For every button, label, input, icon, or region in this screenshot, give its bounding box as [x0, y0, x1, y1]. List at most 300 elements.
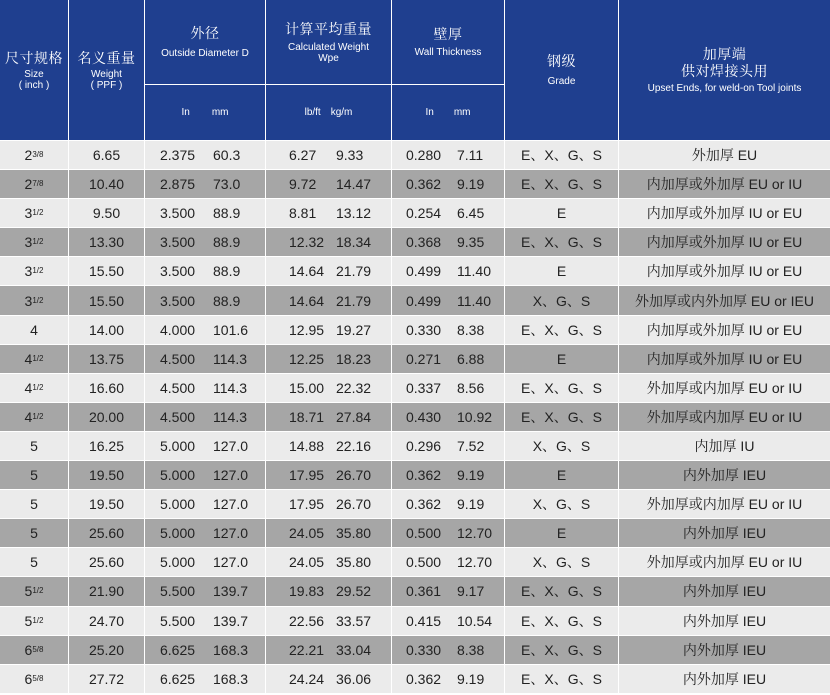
- grade-cell: E、X、G、S: [521, 176, 602, 193]
- table-row: [0, 490, 830, 519]
- size-whole: 5: [30, 467, 38, 484]
- table-row: [0, 141, 830, 170]
- od-in-cell: 4.500: [160, 408, 196, 425]
- header-calc-wpe: Wpe: [318, 52, 339, 64]
- wt-mm-cell: 7.11: [457, 147, 484, 164]
- wt-in-cell: 0.362: [406, 496, 442, 513]
- lbft-cell: 17.95: [289, 467, 325, 484]
- header-calc: [266, 0, 391, 84]
- upset-cell: 内外加厚 IEU: [682, 641, 767, 658]
- od-in-cell: 3.500: [160, 292, 196, 309]
- wt-mm-cell: 7.52: [457, 437, 485, 454]
- column-divider: [265, 286, 266, 314]
- header-wall-en: Wall Thickness: [414, 47, 482, 58]
- weight-cell: 25.60: [88, 525, 125, 542]
- size-cell: 4 1/2: [24, 379, 44, 396]
- wt-in-cell: 0.362: [406, 670, 442, 687]
- kgm-cell: 36.06: [336, 670, 372, 687]
- od-mm-cell: 168.3: [213, 670, 249, 687]
- column-divider: [144, 316, 145, 344]
- upset-cell: 内加厚或外加厚 IU or EU: [646, 321, 803, 338]
- column-divider: [144, 519, 145, 547]
- weight-cell: 15.50: [88, 263, 125, 280]
- od-mm-cell: 127.0: [213, 437, 249, 454]
- kgm-cell: 22.16: [336, 437, 372, 454]
- od-in-cell: 5.000: [160, 496, 196, 513]
- wt-mm-cell: 10.54: [457, 612, 493, 629]
- upset-cell: 内外加厚 IEU: [682, 525, 767, 542]
- lbft-cell: 14.64: [289, 292, 325, 309]
- od-mm-cell: 101.6: [213, 321, 249, 338]
- wt-in-cell: 0.330: [406, 321, 442, 338]
- lbft-cell: 15.00: [289, 379, 325, 396]
- column-divider: [265, 316, 266, 344]
- weight-cell: 20.00: [88, 408, 125, 425]
- upset-cell: 内加厚或外加厚 IU or EU: [646, 234, 803, 251]
- column-divider: [391, 345, 392, 373]
- upset-cell: 内外加厚 IEU: [682, 467, 767, 484]
- column-divider: [391, 548, 392, 576]
- column-divider: [144, 286, 145, 314]
- od-in-cell: 3.500: [160, 263, 196, 280]
- table-row: [0, 665, 830, 694]
- header-weight: [69, 0, 144, 140]
- size-whole: 6: [24, 670, 33, 687]
- grade-cell: E: [556, 467, 567, 484]
- grade-cell: X、G、S: [532, 437, 591, 454]
- header-weight-en: Weight: [91, 68, 122, 80]
- column-divider: [391, 228, 392, 256]
- size-whole: 2: [24, 147, 33, 164]
- kgm-cell: 35.80: [336, 554, 372, 571]
- lbft-cell: 14.64: [289, 263, 325, 280]
- kgm-cell: 13.12: [336, 205, 372, 222]
- size-cell: [0, 461, 68, 489]
- wt-mm-cell: 8.38: [457, 321, 485, 338]
- grade-cell: E、X、G、S: [521, 234, 602, 251]
- weight-cell: 25.60: [88, 554, 125, 571]
- header-wall-unit-in: In: [425, 107, 434, 118]
- column-divider: [265, 665, 266, 693]
- grade-cell: E、X、G、S: [521, 670, 602, 687]
- header-calc-unit-lbft: lb/ft: [304, 107, 321, 118]
- size-cell: 3 1/2: [24, 263, 44, 280]
- column-divider: [265, 228, 266, 256]
- wt-mm-cell: 8.56: [457, 379, 485, 396]
- upset-cell: 外加厚或内加厚 EU or IU: [646, 379, 803, 396]
- column-divider: [265, 607, 266, 635]
- header-od: [145, 0, 265, 84]
- weight-cell: 16.25: [88, 437, 125, 454]
- od-mm-cell: 114.3: [213, 408, 247, 425]
- size-cell: 3 1/2: [24, 292, 44, 309]
- upset-cell: 外加厚或内加厚 EU or IU: [646, 496, 803, 513]
- od-in-cell: 6.625: [160, 641, 196, 658]
- od-mm-cell: 88.9: [213, 292, 241, 309]
- od-in-cell: 5.500: [160, 612, 196, 629]
- weight-cell: 6.65: [92, 147, 121, 164]
- lbft-cell: 6.27: [289, 147, 317, 164]
- size-whole: 6: [24, 641, 33, 658]
- table-row: [0, 577, 830, 606]
- header-size-zh: 尺寸规格: [5, 49, 63, 66]
- table-row: [0, 548, 830, 577]
- weight-cell: 19.50: [88, 467, 125, 484]
- grade-cell: E: [556, 350, 567, 367]
- column-divider: [144, 374, 145, 402]
- od-in-cell: 5.000: [160, 554, 196, 571]
- od-mm-cell: 168.3: [213, 641, 249, 658]
- size-cell: [0, 548, 68, 576]
- lbft-cell: 9.72: [289, 176, 317, 193]
- grade-cell: E: [556, 525, 567, 542]
- kgm-cell: 18.23: [336, 350, 372, 367]
- column-divider: [144, 636, 145, 664]
- od-in-cell: 3.500: [160, 234, 196, 251]
- column-divider: [265, 141, 266, 169]
- column-divider: [391, 316, 392, 344]
- column-divider: [265, 432, 266, 460]
- column-divider: [265, 170, 266, 198]
- weight-cell: 13.75: [88, 350, 125, 367]
- od-mm-cell: 88.9: [213, 234, 241, 251]
- table-row: [0, 345, 830, 374]
- kgm-cell: 29.52: [336, 583, 372, 600]
- upset-cell: 外加厚 EU: [691, 147, 758, 164]
- header-wall-unit-mm: mm: [453, 107, 471, 118]
- upset-cell: 外加厚或内加厚 EU or IU: [646, 554, 803, 571]
- size-cell: [0, 519, 68, 547]
- upset-cell: 内加厚或外加厚 EU or IU: [646, 176, 803, 193]
- header-size: [0, 0, 68, 140]
- table-row: [0, 199, 830, 228]
- header-calc-unit-kgm: kg/m: [330, 107, 353, 118]
- lbft-cell: 18.71: [289, 408, 325, 425]
- upset-cell: 内加厚 IU: [694, 437, 755, 454]
- weight-cell: 13.30: [88, 234, 125, 251]
- od-mm-cell: 127.0: [213, 554, 249, 571]
- od-in-cell: 5.000: [160, 467, 196, 484]
- size-whole: 5: [30, 496, 38, 513]
- grade-cell: E、X、G、S: [521, 379, 602, 396]
- header-od-en: Outside Diameter D: [161, 48, 249, 59]
- table-row: [0, 374, 830, 403]
- column-divider: [144, 665, 145, 693]
- column-divider: [144, 199, 145, 227]
- table-row: [0, 170, 830, 199]
- header-wall-units: [392, 85, 504, 140]
- column-divider: [391, 257, 392, 285]
- size-cell: 6 5/8: [24, 641, 44, 658]
- column-divider: [144, 228, 145, 256]
- weight-cell: 16.60: [88, 379, 125, 396]
- od-mm-cell: 127.0: [213, 467, 249, 484]
- od-mm-cell: 139.7: [213, 612, 249, 629]
- column-divider: [144, 141, 145, 169]
- column-divider: [391, 607, 392, 635]
- od-mm-cell: 73.0: [213, 176, 241, 193]
- od-in-cell: 2.375: [160, 147, 196, 164]
- wt-mm-cell: 9.35: [457, 234, 485, 251]
- table-row: [0, 607, 830, 636]
- table-row: [0, 403, 830, 432]
- column-divider: [144, 170, 145, 198]
- kgm-cell: 26.70: [336, 467, 372, 484]
- wt-in-cell: 0.296: [406, 437, 442, 454]
- lbft-cell: 12.25: [289, 350, 325, 367]
- wt-in-cell: 0.500: [406, 525, 442, 542]
- od-mm-cell: 88.9: [213, 263, 241, 280]
- od-in-cell: 3.500: [160, 205, 196, 222]
- column-divider: [144, 577, 145, 605]
- header-upset-en: Upset Ends, for weld-on Tool joints: [647, 83, 802, 94]
- lbft-cell: 12.32: [289, 234, 325, 251]
- od-in-cell: 4.500: [160, 350, 196, 367]
- size-cell: 5 1/2: [24, 612, 44, 629]
- kgm-cell: 33.57: [336, 612, 372, 629]
- size-whole: 5: [30, 554, 38, 571]
- header-od-units: [145, 85, 265, 140]
- header-wall: [392, 0, 504, 84]
- table-row: [0, 286, 830, 315]
- size-whole: 5: [30, 525, 38, 542]
- size-whole: 3: [24, 205, 33, 222]
- wt-in-cell: 0.362: [406, 176, 442, 193]
- table-row: [0, 257, 830, 286]
- grade-cell: E: [556, 263, 567, 280]
- column-divider: [144, 403, 145, 431]
- column-divider: [391, 490, 392, 518]
- size-whole: 5: [24, 612, 33, 629]
- table-row: [0, 519, 830, 548]
- od-mm-cell: 60.3: [213, 147, 241, 164]
- column-divider: [391, 170, 392, 198]
- size-cell: [0, 490, 68, 518]
- upset-cell: 内加厚或外加厚 IU or EU: [646, 205, 803, 222]
- grade-cell: X、G、S: [532, 496, 591, 513]
- column-divider: [391, 432, 392, 460]
- column-divider: [391, 286, 392, 314]
- wt-mm-cell: 6.45: [457, 205, 485, 222]
- lbft-cell: 22.21: [289, 641, 325, 658]
- header-grade-zh: 钢级: [547, 53, 576, 69]
- od-mm-cell: 139.7: [213, 583, 249, 600]
- kgm-cell: 27.84: [336, 408, 372, 425]
- size-cell: 3 1/2: [24, 234, 44, 251]
- wt-mm-cell: 11.40: [457, 292, 491, 309]
- wt-mm-cell: 12.70: [457, 525, 493, 542]
- column-divider: [144, 548, 145, 576]
- column-divider: [265, 490, 266, 518]
- column-divider: [265, 577, 266, 605]
- kgm-cell: 21.79: [336, 263, 372, 280]
- od-in-cell: 4.000: [160, 321, 196, 338]
- lbft-cell: 8.81: [289, 205, 317, 222]
- od-in-cell: 5.000: [160, 525, 196, 542]
- size-cell: 4 1/2: [24, 350, 44, 367]
- wt-mm-cell: 11.40: [457, 263, 491, 280]
- size-whole: 5: [30, 437, 38, 454]
- header-upset-zh1: 加厚端: [702, 46, 747, 62]
- kgm-cell: 35.80: [336, 525, 372, 542]
- wt-mm-cell: 9.19: [457, 467, 485, 484]
- wt-mm-cell: 8.38: [457, 641, 485, 658]
- column-divider: [391, 403, 392, 431]
- wt-mm-cell: 6.88: [457, 350, 485, 367]
- wt-in-cell: 0.271: [406, 350, 442, 367]
- od-mm-cell: 88.9: [213, 205, 241, 222]
- od-mm-cell: 114.3: [213, 379, 247, 396]
- wt-in-cell: 0.254: [406, 205, 442, 222]
- header-weight-unit: ( PPF ): [90, 79, 123, 91]
- upset-cell: 内加厚或外加厚 IU or EU: [646, 263, 803, 280]
- wt-in-cell: 0.361: [406, 583, 442, 600]
- od-in-cell: 5.500: [160, 583, 196, 600]
- size-whole: 3: [24, 292, 33, 309]
- size-whole: 3: [24, 234, 33, 251]
- kgm-cell: 9.33: [336, 147, 364, 164]
- od-mm-cell: 114.3: [213, 350, 247, 367]
- column-divider: [391, 374, 392, 402]
- size-whole: 4: [24, 350, 33, 367]
- wt-mm-cell: 9.17: [457, 583, 485, 600]
- size-cell: 6 5/8: [24, 670, 44, 687]
- wt-in-cell: 0.430: [406, 408, 442, 425]
- wt-in-cell: 0.368: [406, 234, 442, 251]
- column-divider: [265, 636, 266, 664]
- column-divider: [144, 490, 145, 518]
- grade-cell: E、X、G、S: [521, 583, 602, 600]
- table-row: [0, 228, 830, 257]
- column-divider: [391, 636, 392, 664]
- upset-cell: 内外加厚 IEU: [682, 612, 767, 629]
- grade-cell: E、X、G、S: [521, 612, 602, 629]
- upset-cell: 内加厚或外加厚 IU or EU: [646, 350, 803, 367]
- size-cell: 3 1/2: [24, 205, 44, 222]
- wt-in-cell: 0.330: [406, 641, 442, 658]
- column-divider: [265, 403, 266, 431]
- table-header: [0, 0, 830, 140]
- column-divider: [265, 548, 266, 576]
- header-calc-zh: 计算平均重量: [285, 20, 372, 37]
- wt-mm-cell: 12.70: [457, 554, 493, 571]
- wt-mm-cell: 9.19: [457, 496, 485, 513]
- kgm-cell: 14.47: [336, 176, 372, 193]
- upset-cell: 外加厚或内加厚 EU or IU: [646, 408, 803, 425]
- lbft-cell: 24.24: [289, 670, 325, 687]
- column-divider: [391, 665, 392, 693]
- size-whole: 2: [24, 176, 33, 193]
- od-in-cell: 2.875: [160, 176, 196, 193]
- column-divider: [265, 345, 266, 373]
- size-cell: 2 7/8: [24, 176, 44, 193]
- size-whole: 4: [24, 408, 33, 425]
- header-od-unit-in: In: [181, 107, 190, 118]
- header-od-zh: 外径: [190, 25, 220, 41]
- table-row: [0, 316, 830, 345]
- table-row: [0, 636, 830, 665]
- column-divider: [265, 199, 266, 227]
- header-wall-zh: 壁厚: [433, 26, 463, 42]
- column-divider: [265, 374, 266, 402]
- column-divider: [391, 141, 392, 169]
- wt-mm-cell: 9.19: [457, 176, 485, 193]
- table-body: [0, 141, 830, 694]
- kgm-cell: 22.32: [336, 379, 372, 396]
- header-upset: [619, 0, 830, 140]
- column-divider: [391, 199, 392, 227]
- kgm-cell: 26.70: [336, 496, 372, 513]
- grade-cell: E、X、G、S: [521, 321, 602, 338]
- weight-cell: 21.90: [88, 583, 125, 600]
- header-calc-en: Calculated Weight: [288, 41, 369, 53]
- column-divider: [265, 257, 266, 285]
- header-size-unit: ( inch ): [18, 79, 50, 91]
- header-size-en: Size: [24, 68, 44, 80]
- weight-cell: 24.70: [88, 612, 125, 629]
- od-in-cell: 5.000: [160, 437, 196, 454]
- column-divider: [144, 257, 145, 285]
- weight-cell: 14.00: [88, 321, 125, 338]
- header-grade: [505, 0, 618, 140]
- column-divider: [265, 519, 266, 547]
- kgm-cell: 33.04: [336, 641, 372, 658]
- lbft-cell: 17.95: [289, 496, 325, 513]
- lbft-cell: 12.95: [289, 321, 325, 338]
- weight-cell: 15.50: [88, 292, 125, 309]
- grade-cell: E: [556, 205, 567, 222]
- wt-in-cell: 0.499: [406, 263, 442, 280]
- lbft-cell: 24.05: [289, 554, 325, 571]
- size-cell: [0, 432, 68, 460]
- wt-in-cell: 0.280: [406, 147, 442, 164]
- size-cell: 2 3/8: [24, 147, 44, 164]
- lbft-cell: 22.56: [289, 612, 325, 629]
- column-divider: [144, 345, 145, 373]
- size-cell: 5 1/2: [24, 583, 44, 600]
- table-row: [0, 432, 830, 461]
- wt-mm-cell: 9.19: [457, 670, 485, 687]
- grade-cell: E、X、G、S: [521, 641, 602, 658]
- upset-cell: 外加厚或内外加厚 EU or IEU: [635, 292, 814, 309]
- header-grade-en: Grade: [547, 76, 576, 87]
- weight-cell: 19.50: [88, 496, 125, 513]
- grade-cell: E、X、G、S: [521, 408, 602, 425]
- column-divider: [391, 461, 392, 489]
- grade-cell: E、X、G、S: [521, 147, 602, 164]
- column-divider: [144, 461, 145, 489]
- kgm-cell: 18.34: [336, 234, 372, 251]
- weight-cell: 10.40: [88, 176, 125, 193]
- size-cell: [0, 316, 68, 344]
- od-mm-cell: 127.0: [213, 525, 249, 542]
- column-divider: [144, 607, 145, 635]
- size-whole: 3: [24, 263, 33, 280]
- size-whole: 5: [24, 583, 33, 600]
- od-in-cell: 4.500: [160, 379, 196, 396]
- column-divider: [391, 577, 392, 605]
- od-mm-cell: 127.0: [213, 496, 249, 513]
- upset-cell: 内外加厚 IEU: [682, 583, 767, 600]
- table-row: [0, 461, 830, 490]
- header-upset-zh2: 供对焊接头用: [681, 63, 768, 79]
- wt-mm-cell: 10.92: [457, 408, 493, 425]
- weight-cell: 25.20: [88, 641, 125, 658]
- weight-cell: 27.72: [88, 670, 125, 687]
- column-divider: [265, 461, 266, 489]
- kgm-cell: 21.79: [336, 292, 372, 309]
- wt-in-cell: 0.499: [406, 292, 442, 309]
